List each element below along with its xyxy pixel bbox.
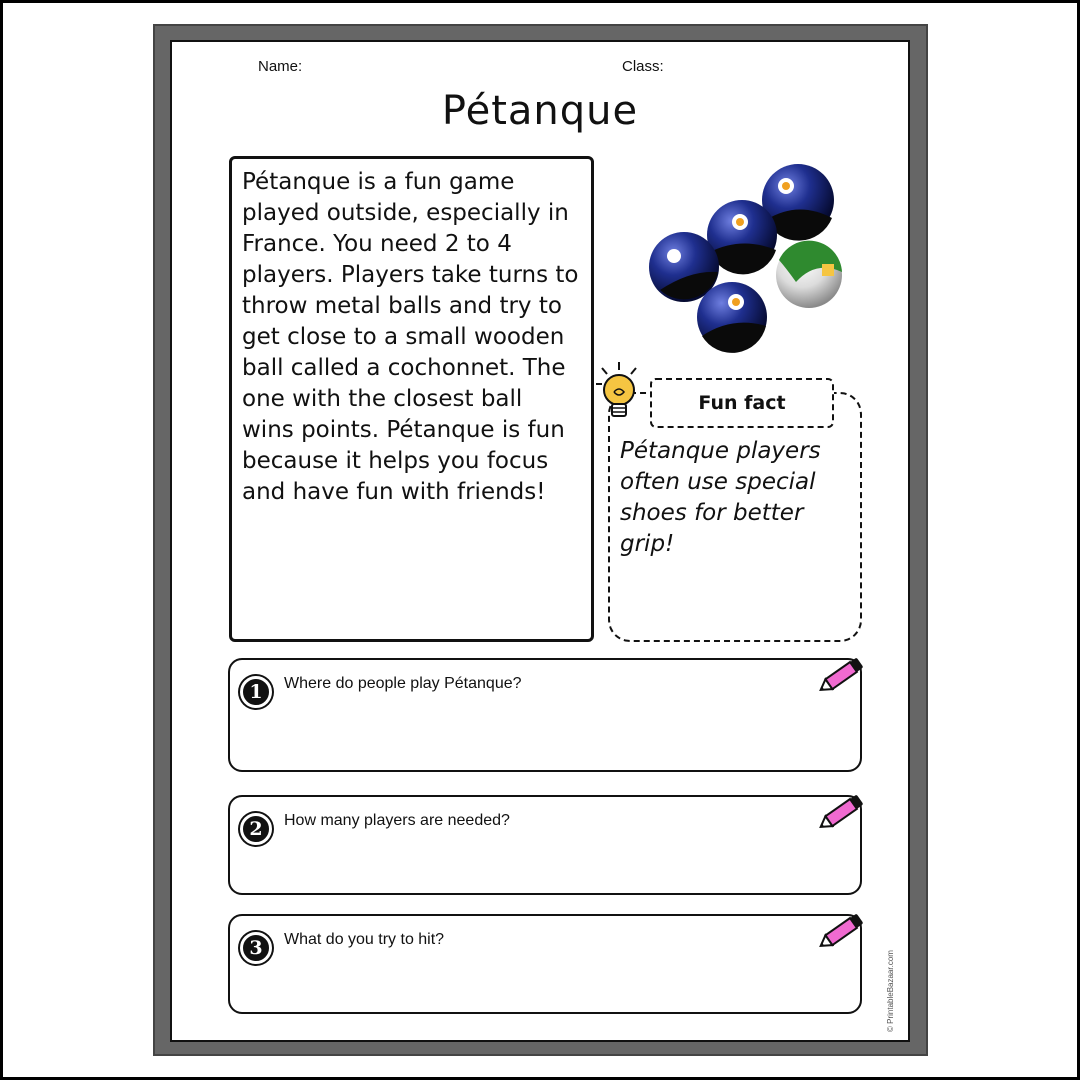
reading-passage: Pétanque is a fun game played outside, especially in France. You need 2 to 4 players. Players take turns to throw metal balls and try to get close to a small wooden ball called a cochonnet. The one with the closest ball wins points. Pétanque is fun because it helps you focus and have fun with friends! bbox=[229, 156, 594, 642]
ball-icon bbox=[776, 241, 842, 308]
petanque-balls-image bbox=[646, 160, 846, 356]
watermark: © PrintableBazaar.com bbox=[886, 950, 895, 1032]
fun-fact-heading: Fun fact bbox=[650, 378, 834, 428]
question-box-3[interactable] bbox=[228, 914, 862, 1014]
question-text: How many players are needed? bbox=[284, 812, 510, 829]
ball-icon bbox=[697, 282, 767, 353]
question-box-2[interactable] bbox=[228, 795, 862, 895]
pencil-icon bbox=[816, 652, 868, 698]
class-label: Class: bbox=[622, 58, 664, 75]
fun-fact-text: Pétanque players often use special shoes for better grip! bbox=[620, 438, 821, 557]
name-label: Name: bbox=[258, 58, 303, 75]
question-text: What do you try to hit? bbox=[284, 931, 445, 948]
question-box-1[interactable] bbox=[228, 658, 862, 772]
lightbulb-icon bbox=[596, 360, 642, 426]
question-number-badge: 1 bbox=[240, 676, 272, 708]
question-number-badge: 2 bbox=[240, 813, 272, 845]
worksheet bbox=[170, 40, 910, 1042]
worksheet-title: Pétanque bbox=[441, 88, 639, 134]
question-number-badge: 3 bbox=[240, 932, 272, 964]
question-text: Where do people play Pétanque? bbox=[284, 675, 522, 692]
pencil-icon bbox=[816, 908, 868, 954]
pencil-icon bbox=[816, 789, 868, 835]
